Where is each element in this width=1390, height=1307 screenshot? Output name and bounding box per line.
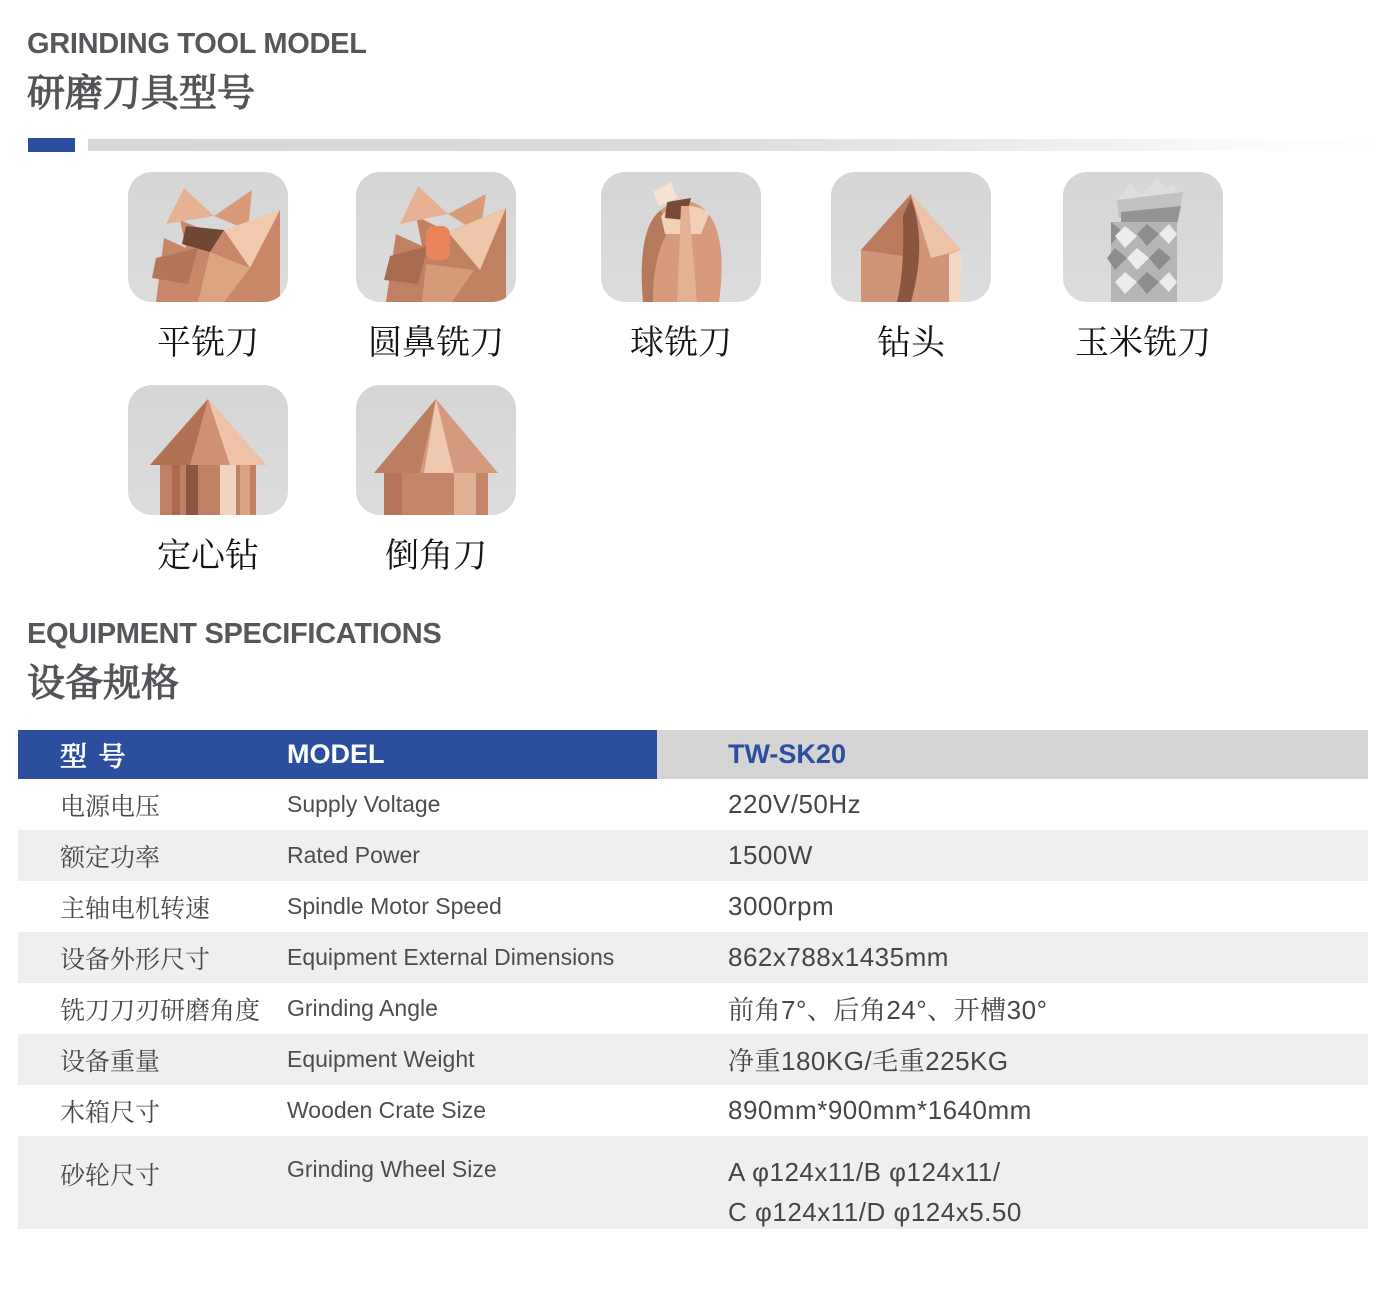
tool-label-corn-end-mill: 玉米铣刀 bbox=[1075, 324, 1211, 362]
header-model-cn: 型 号 bbox=[60, 742, 128, 772]
row-label-en: Equipment External Dimensions bbox=[287, 944, 615, 970]
round-nose-end-mill-image bbox=[356, 172, 516, 302]
row-label-en: Spindle Motor Speed bbox=[287, 893, 502, 919]
table-row bbox=[18, 1136, 1368, 1229]
row-value: 890mm*900mm*1640mm bbox=[728, 1095, 1032, 1125]
row-label-cn: 铣刀刀刃研磨角度 bbox=[60, 996, 261, 1025]
table-row bbox=[18, 881, 1368, 932]
row-label-en: Wooden Crate Size bbox=[287, 1097, 487, 1123]
tool-label-chamfer-cutter: 倒角刀 bbox=[385, 537, 487, 575]
row-label-en: Grinding Angle bbox=[287, 995, 438, 1021]
flat-end-mill-image bbox=[128, 172, 288, 302]
grinding-tool-model-title-en: GRINDING TOOL MODEL bbox=[27, 28, 367, 60]
divider-gray-bar bbox=[88, 139, 1390, 151]
tool-label-round-nose-end-mill: 圆鼻铣刀 bbox=[368, 324, 504, 362]
tool-tile-corn-end-mill bbox=[1063, 172, 1223, 302]
row-value-line-1: A φ124x11/B φ124x11/ bbox=[728, 1157, 1001, 1187]
tool-tile-flat-end-mill bbox=[128, 172, 288, 302]
table-row bbox=[18, 1085, 1368, 1136]
row-label-en: Rated Power bbox=[287, 842, 420, 868]
spec-table-header bbox=[18, 730, 1368, 779]
row-label-en: Supply Voltage bbox=[287, 791, 441, 817]
row-value: 净重180KG/毛重225KG bbox=[728, 1046, 1009, 1076]
equipment-specifications-title-cn: 设备规格 bbox=[27, 663, 180, 705]
tool-tile-chamfer-cutter bbox=[356, 385, 516, 515]
table-row bbox=[18, 1034, 1368, 1085]
row-value: 前角7°、后角24°、开槽30° bbox=[728, 995, 1048, 1025]
row-label-en: Grinding Wheel Size bbox=[287, 1156, 497, 1182]
spec-table-header-left bbox=[18, 730, 657, 779]
row-label-cn: 额定功率 bbox=[60, 843, 161, 872]
tool-label-flat-end-mill: 平铣刀 bbox=[157, 324, 259, 362]
row-value-line-2: C φ124x11/D φ124x5.50 bbox=[728, 1197, 1022, 1227]
row-value: 1500W bbox=[728, 840, 813, 870]
row-label-cn: 砂轮尺寸 bbox=[60, 1162, 161, 1190]
tool-tile-drill-bit bbox=[831, 172, 991, 302]
spec-table-header-right bbox=[657, 730, 1368, 779]
row-label-cn: 主轴电机转速 bbox=[60, 894, 211, 923]
tool-tile-round-nose-end-mill bbox=[356, 172, 516, 302]
grinding-tool-model-title-cn: 研磨刀具型号 bbox=[27, 73, 256, 115]
row-label-cn: 设备重量 bbox=[60, 1047, 161, 1076]
corn-end-mill-image bbox=[1063, 172, 1223, 302]
ball-end-mill-image bbox=[601, 172, 761, 302]
chamfer-cutter-image bbox=[356, 385, 516, 515]
tool-tile-ball-end-mill bbox=[601, 172, 761, 302]
row-label-cn: 电源电压 bbox=[60, 792, 161, 821]
row-label-cn: 木箱尺寸 bbox=[60, 1098, 161, 1127]
spec-table bbox=[18, 730, 1368, 1229]
row-value: 862x788x1435mm bbox=[728, 942, 949, 972]
row-label-cn: 设备外形尺寸 bbox=[60, 945, 211, 974]
equipment-specifications-title-en: EQUIPMENT SPECIFICATIONS bbox=[27, 618, 442, 650]
drill-bit-image bbox=[831, 172, 991, 302]
row-value: 220V/50Hz bbox=[728, 789, 862, 819]
table-row bbox=[18, 932, 1368, 983]
tool-label-drill-bit: 钻头 bbox=[877, 324, 945, 362]
tool-label-ball-end-mill: 球铣刀 bbox=[630, 324, 732, 362]
header-model-en: MODEL bbox=[287, 739, 385, 769]
tool-tile-centering-drill bbox=[128, 385, 288, 515]
tool-label-centering-drill: 定心钻 bbox=[157, 537, 259, 575]
row-value: 3000rpm bbox=[728, 891, 835, 921]
row-label-en: Equipment Weight bbox=[287, 1046, 475, 1072]
table-row bbox=[18, 779, 1368, 830]
row-value bbox=[728, 1136, 1368, 1232]
centering-drill-image bbox=[128, 385, 288, 515]
table-row bbox=[18, 830, 1368, 881]
table-row bbox=[18, 983, 1368, 1034]
divider-accent-block bbox=[28, 138, 75, 152]
header-model-value: TW-SK20 bbox=[728, 739, 846, 769]
